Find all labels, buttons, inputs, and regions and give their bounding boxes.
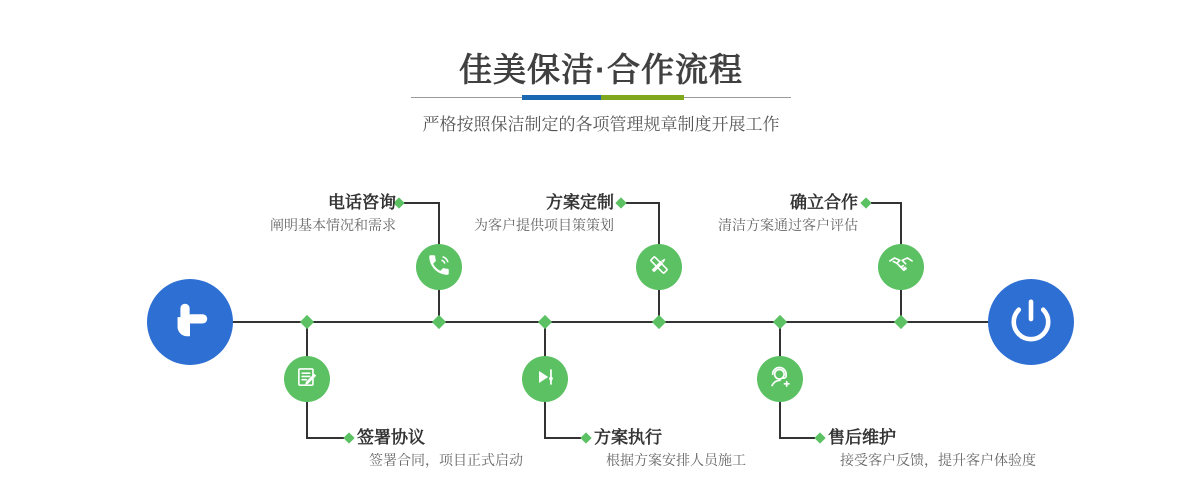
hand-point-icon <box>167 297 213 348</box>
start-endpoint-circle <box>147 279 233 365</box>
label-diamond-marker <box>860 197 871 208</box>
play-slider-icon <box>532 364 558 395</box>
step-circle-execute <box>522 356 568 402</box>
timeline-diamond-marker <box>538 315 552 329</box>
headset-plus-icon <box>767 363 794 395</box>
divider-blue-segment <box>522 95 601 100</box>
sign-document-icon <box>294 364 320 395</box>
phone-icon <box>426 252 452 283</box>
step-label-aftersale <box>828 429 1036 468</box>
connector-horizontal-phone <box>404 202 439 204</box>
connector-horizontal-cooperate <box>871 202 901 204</box>
timeline-diamond-marker <box>432 315 446 329</box>
step-circle-plan <box>636 244 682 290</box>
page-title: 佳美保洁·合作流程 <box>459 51 743 88</box>
step-desc: 阐明基本情况和需求 <box>270 217 396 233</box>
end-endpoint-circle <box>988 279 1074 365</box>
label-diamond-marker <box>343 432 354 443</box>
power-icon <box>1008 297 1054 348</box>
step-title: 方案执行 <box>594 428 662 447</box>
connector-horizontal-plan <box>626 202 659 204</box>
step-label-execute <box>594 429 746 468</box>
handshake-icon <box>887 251 915 284</box>
step-desc: 接受客户反馈，提升客户体验度 <box>840 452 1036 468</box>
timeline-diamond-marker <box>300 315 314 329</box>
divider-green-segment <box>601 95 684 100</box>
step-title: 方案定制 <box>546 193 614 212</box>
page-subtitle: 严格按照保洁制定的各项管理规章制度开展工作 <box>422 115 780 134</box>
step-title: 签署协议 <box>357 428 425 447</box>
connector-horizontal-aftersale <box>780 437 815 439</box>
connector-horizontal-execute <box>545 437 581 439</box>
step-label-plan <box>474 194 614 233</box>
step-desc: 为客户提供项目策策划 <box>474 217 614 233</box>
step-label-cooperate <box>718 194 858 233</box>
step-label-phone <box>270 194 396 233</box>
step-circle-phone <box>416 244 462 290</box>
step-desc: 清洁方案通过客户评估 <box>718 217 858 233</box>
step-title: 售后维护 <box>828 428 896 447</box>
step-label-sign <box>357 429 523 468</box>
label-diamond-marker <box>580 432 591 443</box>
step-desc: 根据方案安排人员施工 <box>606 452 746 468</box>
pencil-ruler-icon <box>646 252 672 283</box>
timeline-diamond-marker <box>894 315 908 329</box>
timeline-diamond-marker <box>652 315 666 329</box>
step-circle-cooperate <box>878 244 924 290</box>
connector-horizontal-sign <box>307 437 344 439</box>
timeline-diamond-marker <box>773 315 787 329</box>
step-circle-aftersale <box>757 356 803 402</box>
step-title: 确立合作 <box>790 193 858 212</box>
step-desc: 签署合同，项目正式启动 <box>369 452 523 468</box>
step-title: 电话咨询 <box>328 193 396 212</box>
step-circle-sign <box>284 356 330 402</box>
label-diamond-marker <box>615 197 626 208</box>
label-diamond-marker <box>814 432 825 443</box>
title-divider <box>411 95 791 100</box>
